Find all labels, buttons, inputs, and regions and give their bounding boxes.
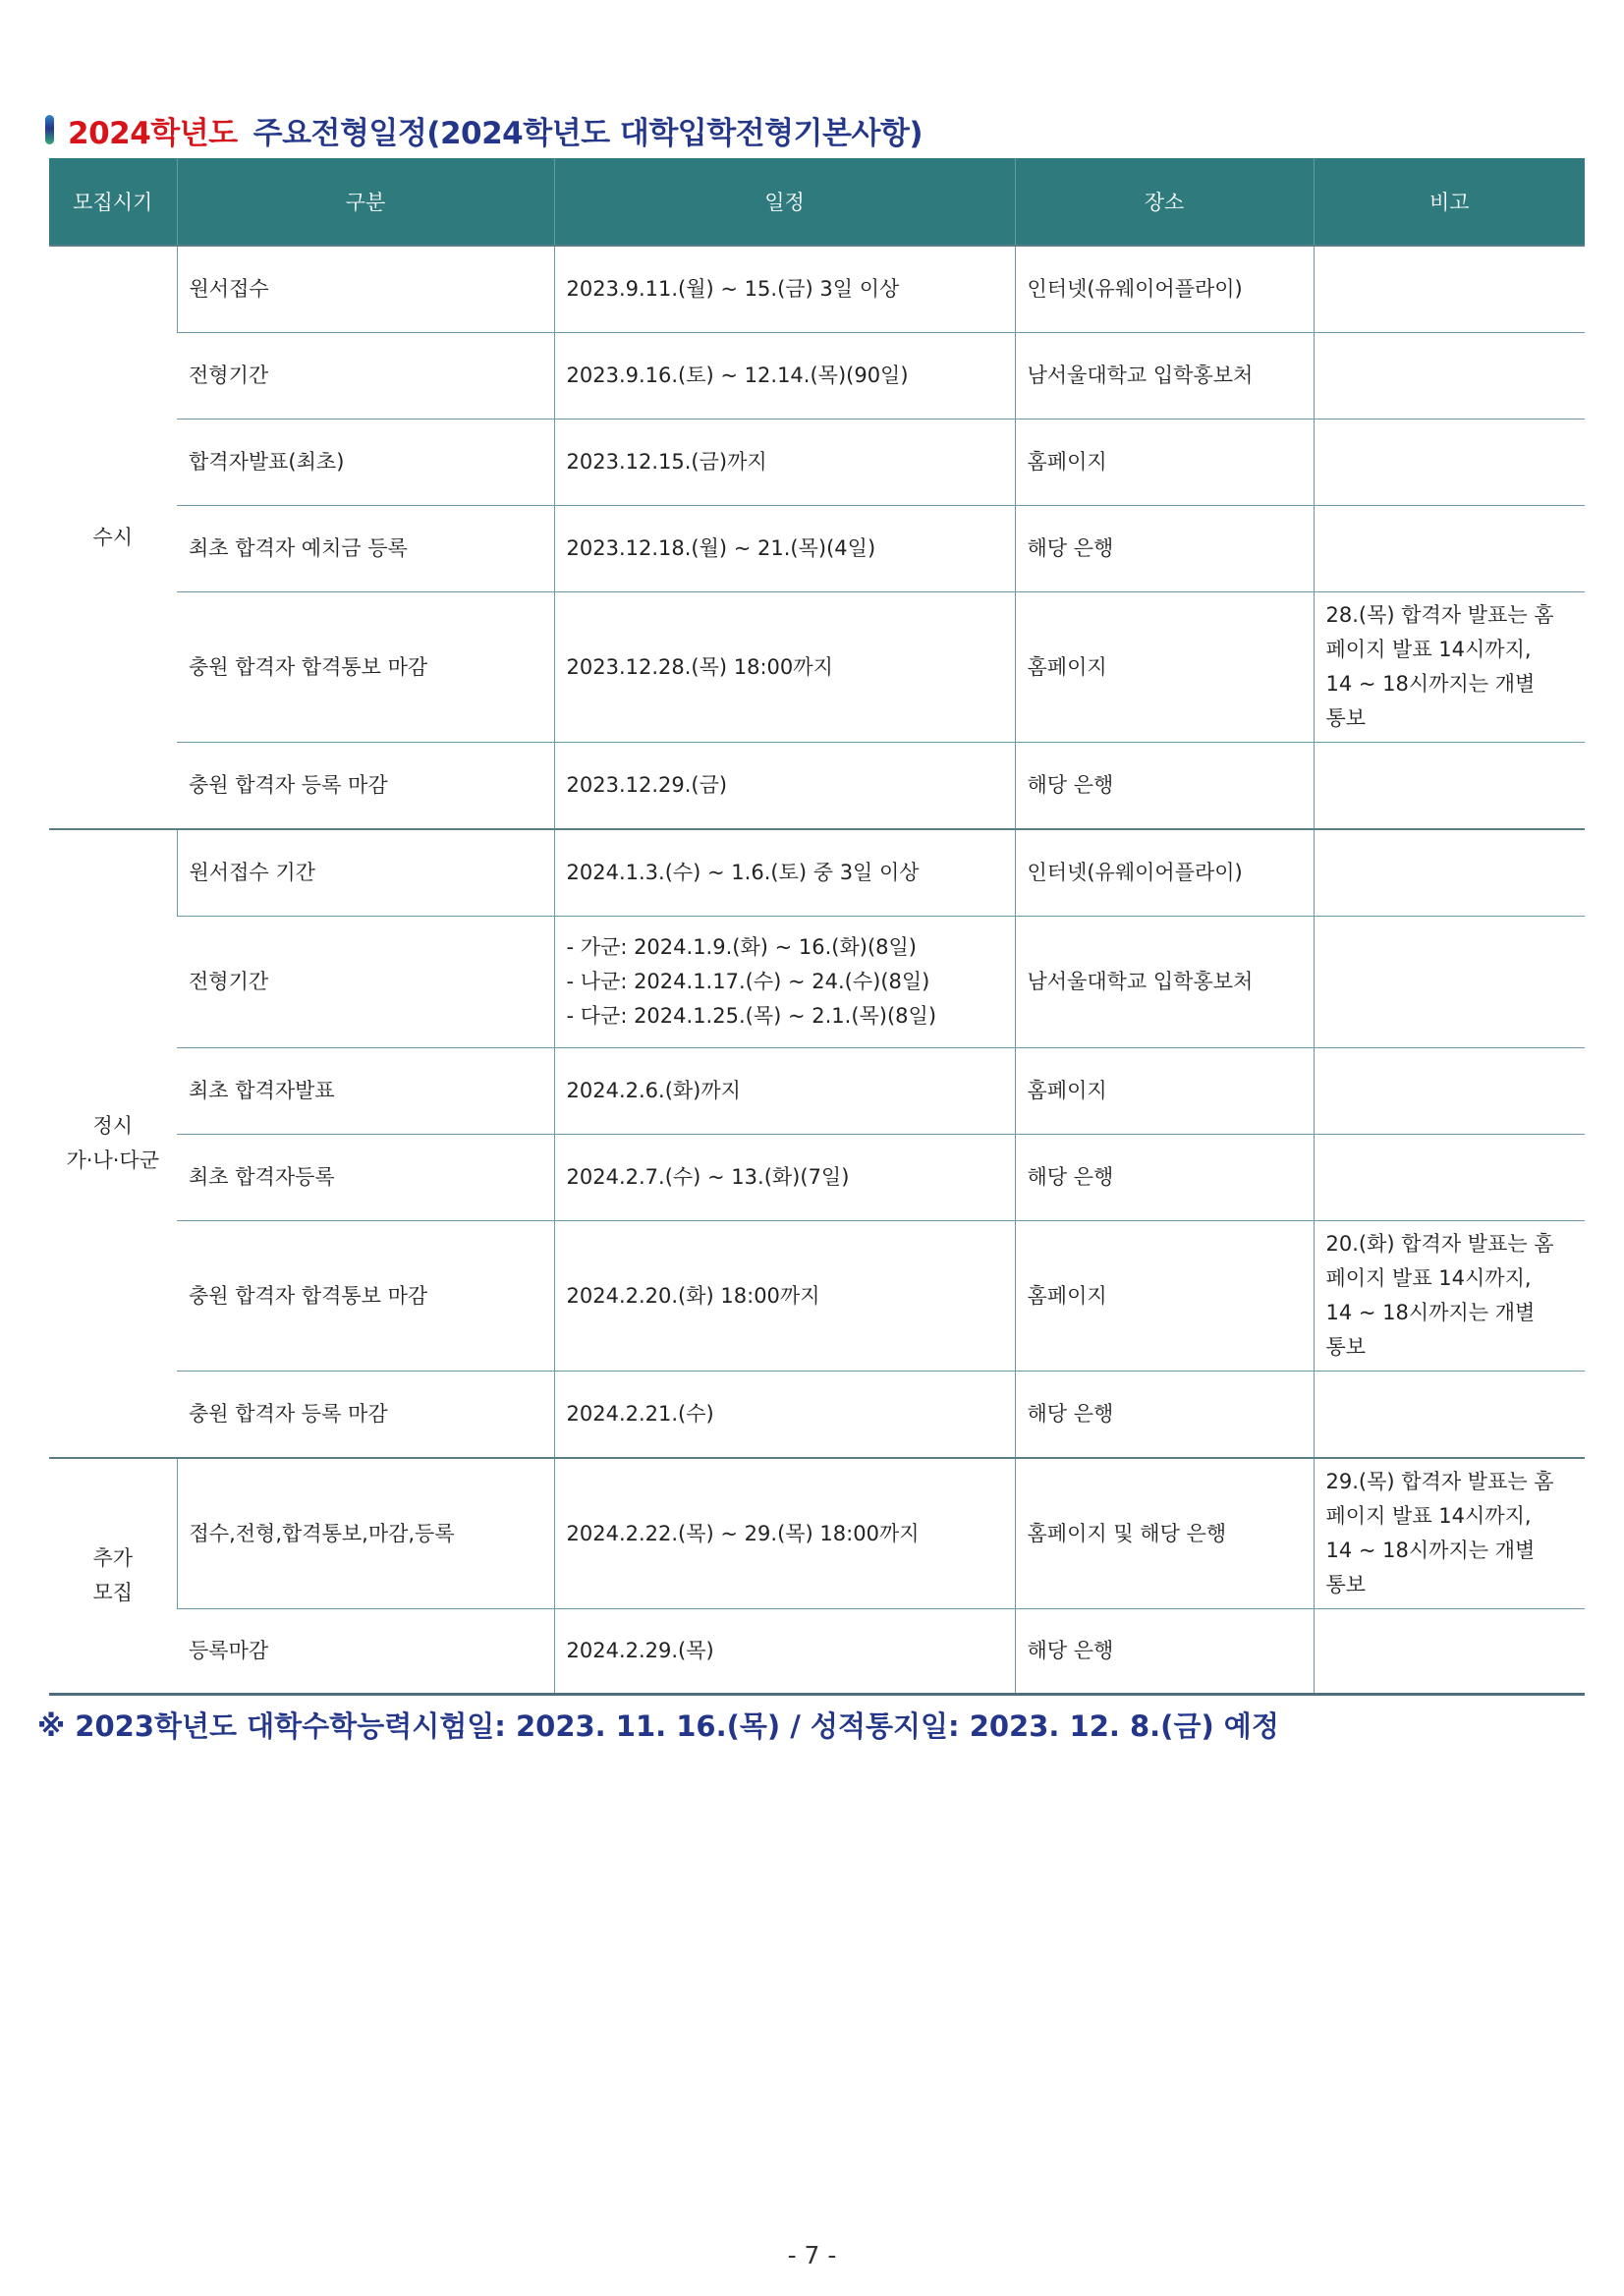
place-cell: 홈페이지 — [1015, 1048, 1314, 1135]
note-cell: 28.(목) 합격자 발표는 홈 페이지 발표 14시까지, 14 ~ 18시까지는 개별 통보 — [1314, 592, 1585, 743]
item-cell: 최초 합격자 예치금 등록 — [177, 506, 554, 592]
table-row — [49, 592, 1585, 743]
table-row — [49, 1458, 1585, 1609]
schedule-cell: 2024.2.6.(화)까지 — [554, 1048, 1015, 1135]
table-row — [49, 333, 1585, 420]
schedule-table — [49, 158, 1585, 1696]
table-row — [49, 506, 1585, 592]
schedule-cell: 2024.2.29.(목) — [554, 1609, 1015, 1695]
column-header-place: 장소 — [1015, 158, 1314, 246]
table-row — [49, 1609, 1585, 1695]
item-cell: 원서접수 기간 — [177, 829, 554, 917]
schedule-cell: 2023.9.11.(월) ~ 15.(금) 3일 이상 — [554, 246, 1015, 333]
table-row — [49, 246, 1585, 333]
column-header-item: 구분 — [177, 158, 554, 246]
place-cell: 인터넷(유웨이어플라이) — [1015, 829, 1314, 917]
schedule-cell: 2023.12.18.(월) ~ 21.(목)(4일) — [554, 506, 1015, 592]
item-cell: 전형기간 — [177, 333, 554, 420]
schedule-cell: - 가군: 2024.1.9.(화) ~ 16.(화)(8일) - 나군: 2024.1.17.(수) ~ 24.(수)(8일) - 다군: 2024.1.25.(목) ~ 2.1.(목)(8일) — [554, 917, 1015, 1048]
item-cell: 충원 합격자 합격통보 마감 — [177, 1221, 554, 1372]
period-cell: 정시 가·나·다군 — [49, 829, 177, 1458]
note-cell — [1314, 246, 1585, 333]
note-cell — [1314, 420, 1585, 506]
table-row — [49, 1372, 1585, 1459]
note-cell: 29.(목) 합격자 발표는 홈 페이지 발표 14시까지, 14 ~ 18시까지는 개별 통보 — [1314, 1458, 1585, 1609]
title-year: 2024학년도 — [68, 115, 238, 151]
table-header-row — [49, 158, 1585, 246]
item-cell: 충원 합격자 등록 마감 — [177, 743, 554, 830]
period-cell: 추가 모집 — [49, 1458, 177, 1695]
place-cell: 홈페이지 — [1015, 1221, 1314, 1372]
note-cell — [1314, 1609, 1585, 1695]
page-number: - 7 - — [787, 2241, 837, 2269]
column-header-schedule: 일정 — [554, 158, 1015, 246]
item-cell: 최초 합격자등록 — [177, 1135, 554, 1221]
item-cell: 접수,전형,합격통보,마감,등록 — [177, 1458, 554, 1609]
place-cell: 해당 은행 — [1015, 1609, 1314, 1695]
place-cell: 해당 은행 — [1015, 1372, 1314, 1459]
place-cell: 인터넷(유웨이어플라이) — [1015, 246, 1314, 333]
item-cell: 충원 합격자 합격통보 마감 — [177, 592, 554, 743]
item-cell: 충원 합격자 등록 마감 — [177, 1372, 554, 1459]
schedule-cell: 2024.1.3.(수) ~ 1.6.(토) 중 3일 이상 — [554, 829, 1015, 917]
exam-date-note: ※ 2023학년도 대학수학능력시험일: 2023. 11. 16.(목) / 성적통지일: 2023. 12. 8.(금) 예정 — [37, 1709, 1279, 1743]
schedule-cell: 2023.12.15.(금)까지 — [554, 420, 1015, 506]
place-cell: 홈페이지 — [1015, 592, 1314, 743]
table-row — [49, 829, 1585, 917]
place-cell: 해당 은행 — [1015, 506, 1314, 592]
table-row — [49, 1221, 1585, 1372]
schedule-cell: 2024.2.20.(화) 18:00까지 — [554, 1221, 1015, 1372]
note-cell — [1314, 506, 1585, 592]
table-row — [49, 1048, 1585, 1135]
note-cell: 20.(화) 합격자 발표는 홈 페이지 발표 14시까지, 14 ~ 18시까지는 개별 통보 — [1314, 1221, 1585, 1372]
place-cell: 홈페이지 및 해당 은행 — [1015, 1458, 1314, 1609]
schedule-cell: 2024.2.21.(수) — [554, 1372, 1015, 1459]
column-header-period: 모집시기 — [49, 158, 177, 246]
item-cell: 최초 합격자발표 — [177, 1048, 554, 1135]
column-header-note: 비고 — [1314, 158, 1585, 246]
place-cell: 남서울대학교 입학홍보처 — [1015, 917, 1314, 1048]
schedule-cell: 2023.12.28.(목) 18:00까지 — [554, 592, 1015, 743]
place-cell: 해당 은행 — [1015, 743, 1314, 830]
schedule-cell: 2023.12.29.(금) — [554, 743, 1015, 830]
note-cell — [1314, 333, 1585, 420]
note-cell — [1314, 1048, 1585, 1135]
item-cell: 합격자발표(최초) — [177, 420, 554, 506]
place-cell: 남서울대학교 입학홍보처 — [1015, 333, 1314, 420]
note-cell — [1314, 917, 1585, 1048]
note-cell — [1314, 743, 1585, 830]
schedule-cell: 2023.9.16.(토) ~ 12.14.(목)(90일) — [554, 333, 1015, 420]
title-text: 주요전형일정(2024학년도 대학입학전형기본사항) — [252, 115, 924, 151]
schedule-cell: 2024.2.7.(수) ~ 13.(화)(7일) — [554, 1135, 1015, 1221]
item-cell: 등록마감 — [177, 1609, 554, 1695]
section-title — [45, 110, 923, 149]
place-cell: 홈페이지 — [1015, 420, 1314, 506]
place-cell: 해당 은행 — [1015, 1135, 1314, 1221]
table-row — [49, 917, 1585, 1048]
note-cell — [1314, 1135, 1585, 1221]
table-row — [49, 420, 1585, 506]
note-cell — [1314, 1372, 1585, 1459]
item-cell: 전형기간 — [177, 917, 554, 1048]
schedule-cell: 2024.2.22.(목) ~ 29.(목) 18:00까지 — [554, 1458, 1015, 1609]
table-row — [49, 1135, 1585, 1221]
note-cell — [1314, 829, 1585, 917]
table-row — [49, 743, 1585, 830]
period-cell: 수시 — [49, 246, 177, 829]
item-cell: 원서접수 — [177, 246, 554, 333]
title-bullet-icon — [45, 115, 54, 144]
